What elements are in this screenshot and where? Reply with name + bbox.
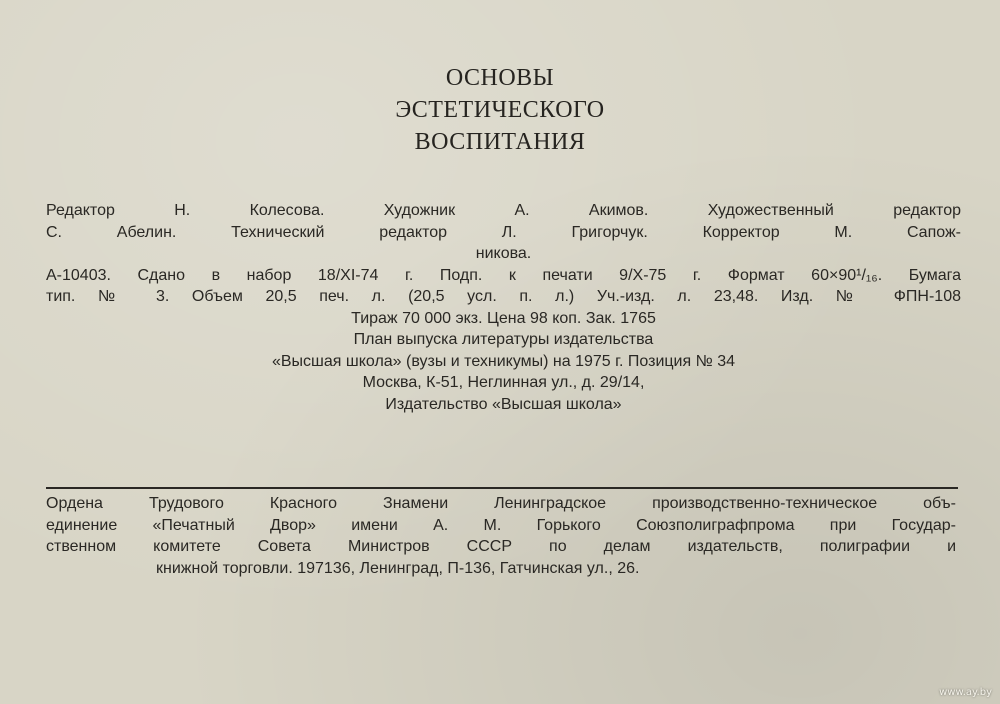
printer-block bbox=[46, 493, 956, 579]
title-line-2: ЭСТЕТИЧЕСКОГО bbox=[395, 97, 605, 123]
printer-line-3: ственном комитете Совета Министров СССР по делам издательств, полиграфии и bbox=[46, 538, 956, 555]
publishing-plan-line: План выпуска литературы издательства bbox=[353, 331, 654, 348]
circulation-line: Тираж 70 000 экз. Цена 98 коп. Зак. 1765 bbox=[351, 309, 656, 327]
publisher-address-line: Москва, К-51, Неглинная ул., д. 29/14, bbox=[362, 374, 645, 391]
publisher-plan-position-line: «Высшая школа» (вузы и техникумы) на 1975 г. Позиция № 34 bbox=[271, 352, 736, 370]
printer-line-1: Ордена Трудового Красного Знамени Ленинградское производственно-техническое объ- bbox=[46, 495, 956, 512]
credits-line-2: С. Абелин. Технический редактор Л. Григорчук. Корректор М. Сапож- bbox=[46, 223, 961, 241]
imprint-block bbox=[46, 200, 961, 415]
publisher-name-line: Издательство «Высшая школа» bbox=[385, 395, 622, 413]
section-divider bbox=[46, 487, 958, 489]
book-title bbox=[0, 62, 1000, 158]
credits-line-1: Редактор Н. Колесова. Художник А. Акимов. Художественный редактор bbox=[46, 202, 961, 219]
title-line-1: ОСНОВЫ bbox=[445, 65, 555, 91]
production-line-2: тип. № 3. Объем 20,5 печ. л. (20,5 усл. п. л.) Уч.-изд. л. 23,48. Изд. № ФПН-108 bbox=[46, 288, 961, 305]
title-line-3: ВОСПИТАНИЯ bbox=[414, 129, 586, 155]
site-watermark: www.ay.by bbox=[939, 687, 992, 698]
production-line-1: А-10403. Сдано в набор 18/XI-74 г. Подп. к печати 9/X-75 г. Формат 60×90¹/₁₆. Бумага bbox=[46, 266, 961, 284]
printer-line-2: единение «Печатный Двор» имени А. М. Горького Союзполиграфпрома при Государ- bbox=[46, 516, 956, 534]
printer-line-4: книжной торговли. 197136, Ленинград, П-136, Гатчинская ул., 26. bbox=[156, 559, 640, 577]
credits-line-3: никова. bbox=[475, 245, 532, 262]
